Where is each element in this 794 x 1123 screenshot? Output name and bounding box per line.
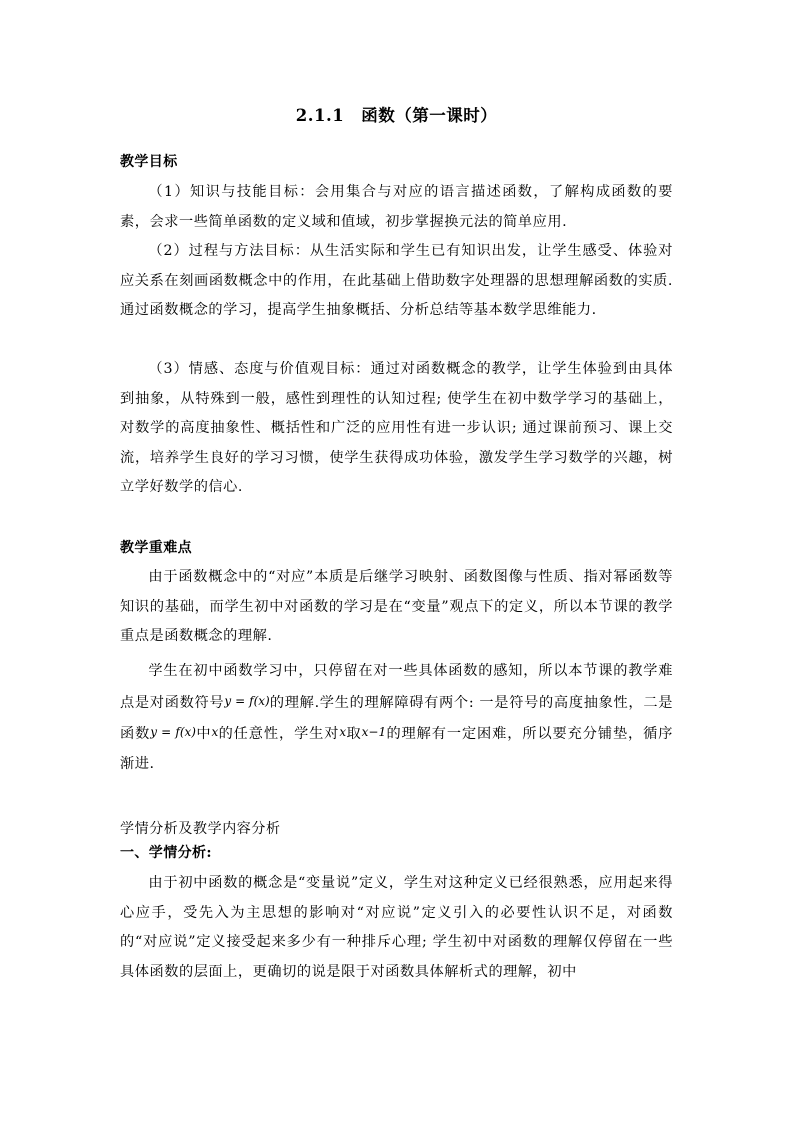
formula-x: x	[211, 725, 219, 739]
document-title: 2.1.1 函数（第一课时）	[295, 106, 498, 125]
difficulty-text-b: 的理解.学生的理解障碍有两个: 一是符号的高度抽象性，二是函数	[120, 694, 673, 742]
paragraph-goal-process: （2）过程与方法目标：从生活实际和学生已有知识出发，让学生感受、体验对应关系在刻画函数概念中的作用，在此基础上借助数字处理器的思想理解函数的实质.通过函数概念的学习，提高学生抽象概括、分析总结等基本数学思维能力.	[120, 243, 673, 318]
difficulty-text-f: 的理解有一定困难，所以要充分铺垫，循序渐进.	[120, 726, 673, 772]
formula-x-minus-1: x−1	[361, 725, 387, 739]
paragraph-goal-knowledge: （1）知识与技能目标：会用集合与对应的语言描述函数，了解构成函数的要素，会求一些简单函数的定义域和值域，初步掌握换元法的简单应用.	[120, 184, 673, 230]
difficulty-text-d: 的任意性，学生对	[218, 726, 340, 742]
paragraph-student-analysis: 由于初中函数的概念是“变量说”定义，学生对这种定义已经很熟悉，应用起来得心应手，受先入为主思想的影响对“对应说”定义引入的必要性认识不足，对函数的“对应说”定义接受起来多少有一种排斥心理; 学生初中对函数的理解仅停留在一些具体函数的层面上，更确切的说是限于对函数具体解析式的理解，初中	[120, 875, 673, 980]
difficulty-text-c: 中	[195, 726, 212, 742]
heading-learning-analysis: 学情分析及教学内容分析	[120, 821, 281, 837]
difficulty-text-e: 取	[346, 726, 362, 742]
paragraph-difficulty	[120, 657, 673, 779]
heading-student-analysis: 一、学情分析:	[120, 845, 212, 861]
heading-key-difficulties: 教学重难点	[120, 540, 192, 556]
paragraph-key-point: 由于函数概念中的“对应”本质是后继学习映射、函数图像与性质、指对幂函数等知识的基础，而学生初中对函数的学习是在“变量”观点下的定义，所以本节课的教学重点是函数概念的理解.	[120, 569, 673, 644]
paragraph-goal-attitude: （3）情感、态度与价值观目标：通过对函数概念的教学，让学生体验到由具体到抽象，从特殊到一般，感性到理性的认知过程; 使学生在初中数学学习的基础上，对数学的高度抽象性、概括性和广泛的应用性有进一步认识; 通过课前预习、课上交流，培养学生良好的学习习惯，使学生获得成功体验，激发学生学习数学的兴趣，树立学好数学的信心.	[120, 361, 673, 495]
formula-x-2: x	[339, 725, 347, 739]
heading-teaching-goals: 教学目标	[120, 154, 178, 170]
formula-y-equals-f-x-2: y = f(x)	[150, 725, 196, 739]
difficulty-text-a: 学生在初中函数学习中，只停留在对一些具体函数的感知，所以本节课的教学难点是对函数符号	[120, 663, 673, 711]
formula-y-equals-f-x: y = f(x)	[224, 693, 270, 708]
